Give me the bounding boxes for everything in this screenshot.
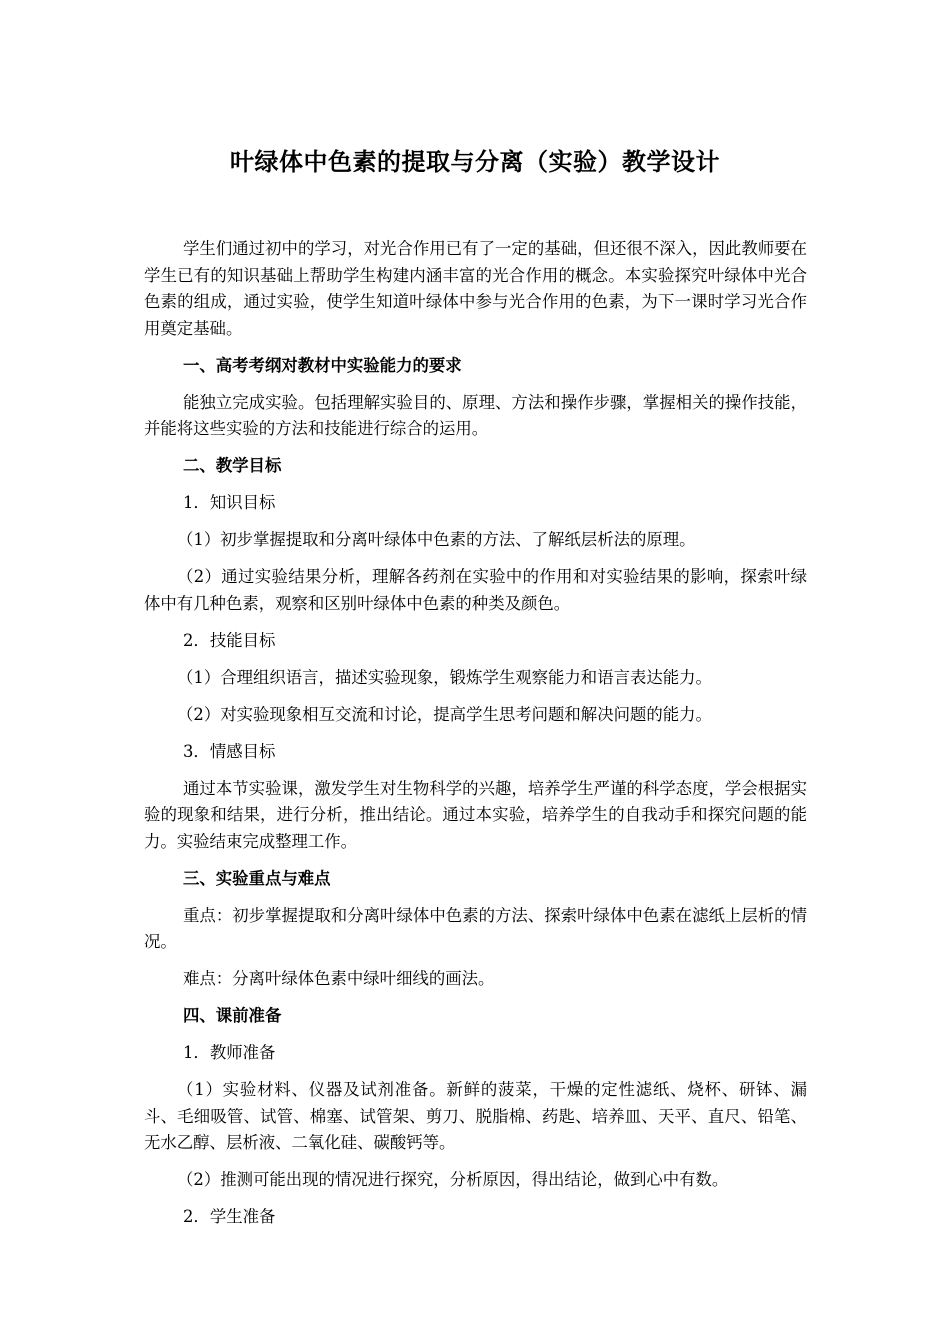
section-heading-exam-requirements: 一、高考考纲对教材中实验能力的要求 [183,355,462,375]
student-preparation-title: 2．学生准备 [183,1207,276,1226]
teacher-preparation-item-1: （1）实验材料、仪器及试剂准备。新鲜的菠菜，干燥的定性滤纸、烧杯、研钵、漏斗、毛细吸管、试管、棉塞、试管架、剪刀、脱脂棉、药匙、培养皿、天平、直尺、铅笔、无水乙醇、层析液、二氧化硅、碳酸钙等。 [144,1080,807,1152]
knowledge-goal-item-1: （1）初步掌握提取和分离叶绿体中色素的方法、了解纸层析法的原理。 [177,530,696,549]
emotion-goal-text: 通过本节实验课，激发学生对生物科学的兴趣，培养学生严谨的科学态度，学会根据实验的现象和结果，进行分析，推出结论。通过本实验，培养学生的自我动手和探究问题的能力。实验结束完成整理工作。 [144,778,807,851]
teacher-preparation-title: 1．教师准备 [183,1043,276,1062]
emotion-goal-title: 3．情感目标 [183,741,276,761]
section-heading-key-points: 三、实验重点与难点 [183,868,331,888]
exam-requirements-text: 能独立完成实验。包括理解实验目的、原理、方法和操作步骤，掌握相关的操作技能，并能将这些实验的方法和技能进行综合的运用。 [144,392,807,438]
document-title: 叶绿体中色素的提取与分离（实验）教学设计 [230,147,720,176]
section-heading-preparation: 四、课前准备 [183,1006,282,1025]
difficulty-text: 难点：分离叶绿体色素中绿叶细线的画法。 [183,969,495,988]
skill-goal-item-2: （2）对实验现象相互交流和讨论，提高学生思考问题和解决问题的能力。 [177,704,712,724]
skill-goal-item-1: （1）合理组织语言，描述实验现象，锻炼学生观察能力和语言表达能力。 [177,667,712,687]
intro-paragraph: 学生们通过初中的学习，对光合作用已有了一定的基础，但还很不深入，因此教师要在学生已有的知识基础上帮助学生构建内涵丰富的光合作用的概念。本实验探究叶绿体中光合色素的组成，通过实验，使学生知道叶绿体中参与光合作用的色素，为下一课时学习光合作用奠定基础。 [144,239,807,338]
skill-goal-title: 2．技能目标 [183,630,276,650]
knowledge-goal-title: 1．知识目标 [183,493,276,512]
teacher-preparation-item-2: （2）推测可能出现的情况进行探究，分析原因，得出结论，做到心中有数。 [177,1170,729,1189]
knowledge-goal-item-2: （2）通过实验结果分析，理解各药剂在实验中的作用和对实验结果的影响，探索叶绿体中有几种色素，观察和区别叶绿体中色素的种类及颜色。 [144,567,807,613]
key-point-text: 重点：初步掌握提取和分离叶绿体中色素的方法、探索叶绿体中色素在滤纸上层析的情况。 [144,905,807,951]
section-heading-teaching-goals: 二、教学目标 [183,456,282,475]
document-body [144,236,807,1241]
